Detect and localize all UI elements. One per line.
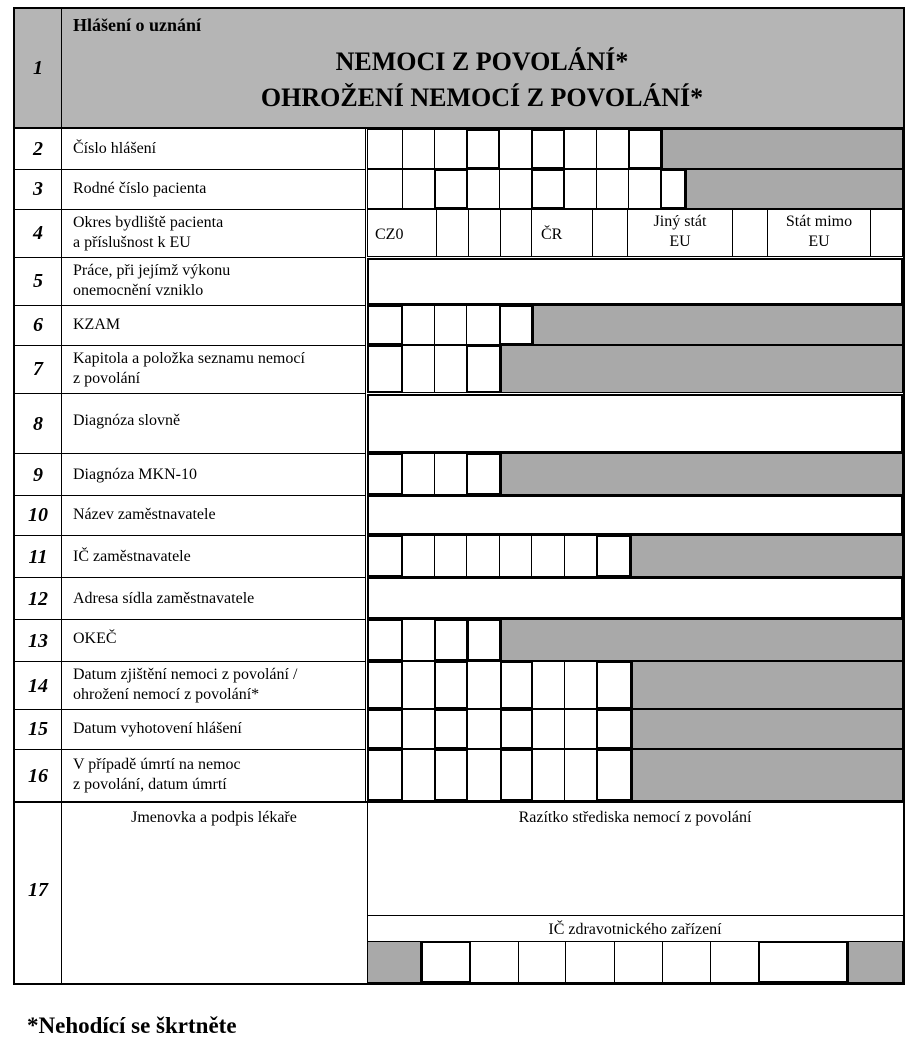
report-number-label: Číslo hlášení <box>73 140 157 157</box>
form-title-line-1: NEMOCI Z POVOLÁNÍ* <box>335 47 629 76</box>
row-number: 1 <box>33 57 43 79</box>
row-number: 6 <box>33 314 43 336</box>
shaded-area <box>632 661 903 709</box>
other-eu-line-2: EU <box>669 233 691 250</box>
cr-box[interactable] <box>592 209 628 257</box>
shaded-area <box>686 169 903 209</box>
shaded-area <box>662 129 903 169</box>
issue-date-label: Datum vyhotovení hlášení <box>73 720 242 737</box>
row-number: 12 <box>28 588 48 610</box>
row-number: 3 <box>33 178 43 200</box>
row-number: 2 <box>33 138 43 160</box>
cr-text: ČR <box>541 226 563 243</box>
birth-number-label: Rodné číslo pacienta <box>73 180 207 197</box>
stamp-label: Razítko střediska nemocí z povolání <box>518 809 752 826</box>
doctor-signature-area[interactable] <box>62 803 366 983</box>
non-eu-checkbox[interactable] <box>870 209 903 257</box>
row-number: 9 <box>33 464 43 486</box>
shaded-area <box>501 619 903 661</box>
stamp-area[interactable] <box>368 829 903 915</box>
residence-label-line-1: Okres bydliště pacienta <box>73 214 224 231</box>
okec-label: OKEČ <box>73 630 117 647</box>
row-number: 15 <box>28 718 48 740</box>
employer-address-field[interactable] <box>367 577 903 619</box>
disease-report-form <box>13 7 905 985</box>
other-eu-checkbox[interactable] <box>732 209 768 257</box>
shaded-area <box>632 749 903 801</box>
diagnosis-text-field[interactable] <box>367 394 903 453</box>
residence-label-line-2: a příslušnost k EU <box>73 234 191 251</box>
row-number: 10 <box>28 504 48 526</box>
chapter-label-line-2: z povolání <box>73 370 141 387</box>
detection-date-label-line-1: Datum zjištění nemoci z povolání / <box>73 666 298 683</box>
cz-prefix-text: CZ0 <box>375 226 404 243</box>
form-title-line-2: OHROŽENÍ NEMOCÍ Z POVOLÁNÍ* <box>260 83 704 112</box>
row-number: 16 <box>28 765 48 787</box>
shaded-area <box>533 305 903 345</box>
death-date-label-line-1: V případě úmrtí na nemoc <box>73 756 241 773</box>
shaded-area <box>848 941 903 983</box>
shaded-area <box>631 535 903 577</box>
employer-id-label: IČ zaměstnavatele <box>73 548 191 565</box>
employer-name-field[interactable] <box>367 495 903 535</box>
death-date-label-line-2: z povolání, datum úmrtí <box>73 776 227 793</box>
facility-id-label: IČ zdravotnického zařízení <box>548 921 722 938</box>
work-label-line-2: onemocnění vzniklo <box>73 282 204 299</box>
row-number: 8 <box>33 413 43 435</box>
diagnosis-code-label: Diagnóza MKN-10 <box>73 466 197 483</box>
work-label-line-1: Práce, při jejímž výkonu <box>73 262 231 279</box>
detection-date-label-line-2: ohrožení nemocí z povolání* <box>73 686 260 703</box>
non-eu-line-2: EU <box>808 233 830 250</box>
shaded-area <box>367 941 421 983</box>
employer-address-label: Adresa sídla zaměstnavatele <box>73 590 255 607</box>
other-eu-line-1: Jiný stát <box>653 213 707 230</box>
work-field[interactable] <box>367 258 903 305</box>
shaded-area <box>501 345 903 393</box>
diagnosis-text-label: Diagnóza slovně <box>73 412 181 429</box>
row-number: 14 <box>28 675 48 697</box>
shaded-area <box>632 709 903 749</box>
row-number: 5 <box>33 270 43 292</box>
form-subtitle: Hlášení o uznání <box>73 15 202 35</box>
row-number: 17 <box>28 879 48 901</box>
doctor-signature-label: Jmenovka a podpis lékaře <box>131 809 297 826</box>
footnote: *Nehodící se škrtněte <box>27 1013 237 1038</box>
row-number: 7 <box>33 358 43 380</box>
row-number: 13 <box>28 630 48 652</box>
shaded-area <box>501 453 903 495</box>
non-eu-line-1: Stát mimo <box>785 213 853 230</box>
kzam-label: KZAM <box>73 316 121 333</box>
chapter-label-line-1: Kapitola a položka seznamu nemocí <box>73 350 305 367</box>
row-number: 11 <box>28 546 48 568</box>
row-number: 4 <box>33 222 43 244</box>
employer-name-label: Název zaměstnavatele <box>73 506 216 523</box>
